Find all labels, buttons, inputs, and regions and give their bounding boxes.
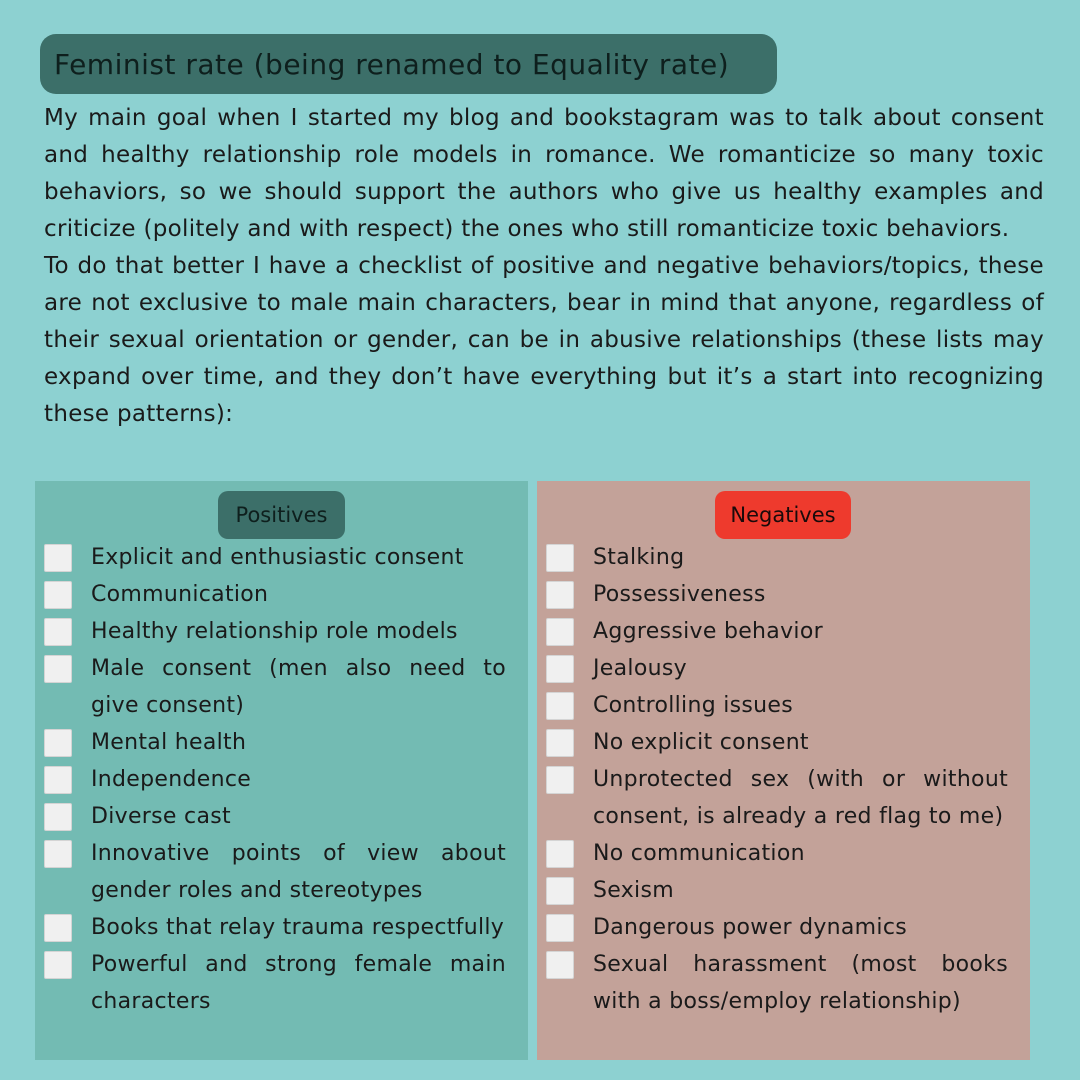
positive-item-label: Mental health [91,730,247,755]
positive-item-label: Books that relay trauma respectfully [91,915,505,940]
checkbox[interactable] [44,766,72,794]
negatives-checklist [537,539,1030,1020]
positive-item-label: Diverse cast [91,804,231,829]
positive-item [35,798,528,835]
positive-item-label: Independence [91,767,252,792]
checkbox[interactable] [44,840,72,868]
negative-item [537,872,1030,909]
negative-item [537,687,1030,724]
negative-item-label: Jealousy [593,656,687,681]
negative-item-label: Stalking [593,545,685,570]
positive-item-label: Powerful and strong female main characters [91,952,506,1014]
positive-item [35,613,528,650]
checkbox[interactable] [546,655,574,683]
intro-text [44,100,1044,433]
negative-item-label: Sexual harassment (most books with a boss/employ relationship) [593,952,1008,1014]
negative-item [537,539,1030,576]
negative-item [537,724,1030,761]
checkbox[interactable] [44,618,72,646]
page-title: Feminist rate (being renamed to Equality rate) [40,34,777,94]
checkbox[interactable] [44,729,72,757]
checkbox[interactable] [44,581,72,609]
negative-item-label: Controlling issues [593,693,794,718]
negative-item-label: Aggressive behavior [593,619,823,644]
negative-item [537,946,1030,1020]
negative-item-label: Possessiveness [593,582,766,607]
negative-item-label: No explicit consent [593,730,809,755]
checkbox[interactable] [44,951,72,979]
positives-panel [35,481,528,1060]
positive-item [35,761,528,798]
positive-item [35,539,528,576]
checkbox[interactable] [546,618,574,646]
checkbox[interactable] [546,914,574,942]
positive-item-label: Male consent (men also need to give consent) [91,656,506,718]
checkbox[interactable] [546,729,574,757]
negatives-heading: Negatives [715,491,851,539]
positive-item-label: Healthy relationship role models [91,619,458,644]
positive-item-label: Explicit and enthusiastic consent [91,545,464,570]
checkbox[interactable] [546,840,574,868]
positive-item [35,650,528,724]
intro-paragraph-checklist: To do that better I have a checklist of positive and negative behaviors/topics, these are not exclusive to male main characters, bear in mind that anyone, regardless of their sexual orientation or gender, can be in abusive relationships (these lists may expand over time, and they don’t have everything but it’s a start into recognizing these patterns): [44,253,1044,427]
checkbox[interactable] [546,692,574,720]
negative-item [537,835,1030,872]
negative-item [537,761,1030,835]
checkbox[interactable] [44,544,72,572]
checkbox[interactable] [44,803,72,831]
positive-item [35,835,528,909]
negative-item [537,909,1030,946]
negative-item-label: Unprotected sex (with or without consent, is already a red flag to me) [593,767,1008,829]
intro-paragraph-goal: My main goal when I started my blog and bookstagram was to talk about consent and healthy relationship role models in romance. We romanticize so many toxic behaviors, so we should support the authors who give us healthy examples and criticize (politely and with respect) the ones who still romanticize toxic behaviors. [44,105,1044,242]
checkbox[interactable] [546,581,574,609]
positive-item [35,946,528,1020]
negatives-panel [537,481,1030,1060]
negative-item-label: No communication [593,841,805,866]
checkbox[interactable] [546,877,574,905]
positives-checklist [35,539,528,1020]
checkbox[interactable] [546,951,574,979]
checkbox[interactable] [546,544,574,572]
positive-item [35,576,528,613]
negative-item [537,576,1030,613]
positive-item-label: Communication [91,582,269,607]
checkbox[interactable] [44,914,72,942]
checkbox[interactable] [546,766,574,794]
positives-heading: Positives [218,491,345,539]
positive-item-label: Innovative points of view about gender roles and stereotypes [91,841,506,903]
positive-item [35,724,528,761]
negative-item-label: Dangerous power dynamics [593,915,907,940]
checkbox[interactable] [44,655,72,683]
positive-item [35,909,528,946]
negative-item-label: Sexism [593,878,674,903]
negative-item [537,650,1030,687]
negative-item [537,613,1030,650]
